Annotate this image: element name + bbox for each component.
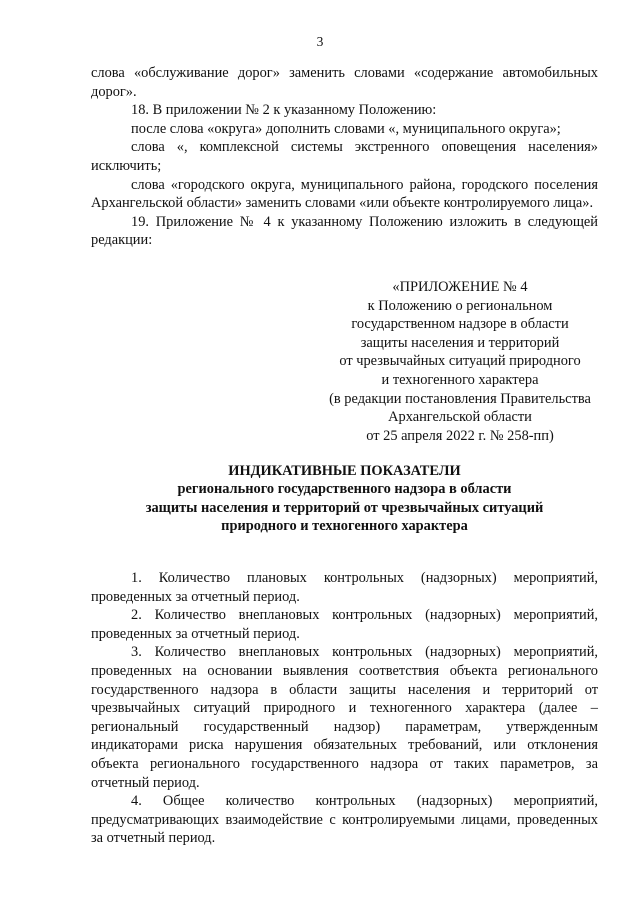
indicator-item: 4. Общее количество контрольных (надзорных) мероприятий, предусматривающих взаимодействие с контролируемыми лицами, проведенных за отчетный период. <box>91 793 598 847</box>
amendments-section <box>91 64 598 250</box>
heading-subtitle-line: природного и техногенного характера <box>221 518 468 535</box>
appendix-block <box>300 278 620 445</box>
appendix-line: Архангельской области <box>388 409 532 426</box>
appendix-line: и техногенного характера <box>381 371 539 388</box>
appendix-line: государственном надзоре в области <box>351 316 569 333</box>
amendment-paragraph: слова «обслуживание дорог» заменить словами «содержание автомобильных дорог». <box>91 65 598 100</box>
appendix-line: от 25 апреля 2022 г. № 258-пп) <box>366 427 554 444</box>
heading-title: ИНДИКАТИВНЫЕ ПОКАЗАТЕЛИ <box>228 463 461 479</box>
amendment-paragraph: слова «городского округа, муниципального района, городского поселения Архангельской области» заменить словами «или объекте контролируемого лица». <box>91 176 598 212</box>
appendix-line: защиты населения и территорий <box>360 334 560 351</box>
heading-subtitle-line: регионального государственного надзора в области <box>177 481 512 498</box>
heading-subtitle-line: защиты населения и территорий от чрезвычайных ситуаций <box>145 499 544 516</box>
appendix-line: от чрезвычайных ситуаций природного <box>339 353 581 370</box>
page-number: 3 <box>316 34 324 49</box>
appendix-line: (в редакции постановления Правительства <box>329 390 591 407</box>
indicator-item: 1. Количество плановых контрольных (надзорных) мероприятий, проведенных за отчетный период. <box>91 570 598 605</box>
amendment-paragraph: 19. Приложение № 4 к указанному Положению изложить в следующей редакции: <box>91 213 598 249</box>
amendment-paragraph: слова «, комплексной системы экстренного оповещения населения» исключить; <box>91 139 598 174</box>
appendix-line: к Положению о региональном <box>367 297 553 314</box>
amendment-paragraph: после слова «округа» дополнить словами «, муниципального округа»; <box>131 120 561 137</box>
document-heading <box>91 462 598 536</box>
indicator-item: 2. Количество внеплановых контрольных (надзорных) мероприятий, проведенных за отчетный период. <box>91 607 598 642</box>
amendment-paragraph: 18. В приложении № 2 к указанному Положению: <box>131 102 437 119</box>
indicators-list <box>91 569 598 848</box>
appendix-line: «ПРИЛОЖЕНИЕ № 4 <box>392 279 528 295</box>
indicator-item: 3. Количество внеплановых контрольных (надзорных) мероприятий, проведенных на основании выявления соответствия объекта регионального государственного надзора в области защиты населения и территорий от чрезвычайных ситуаций природного и техногенного характера (далее – региональный государственный надзор) параметрам, утвержденным индикаторами риска нарушения обязательных требований, или отклонения объекта регионального государственного надзора от таких параметров, за отчетный период. <box>91 644 598 791</box>
